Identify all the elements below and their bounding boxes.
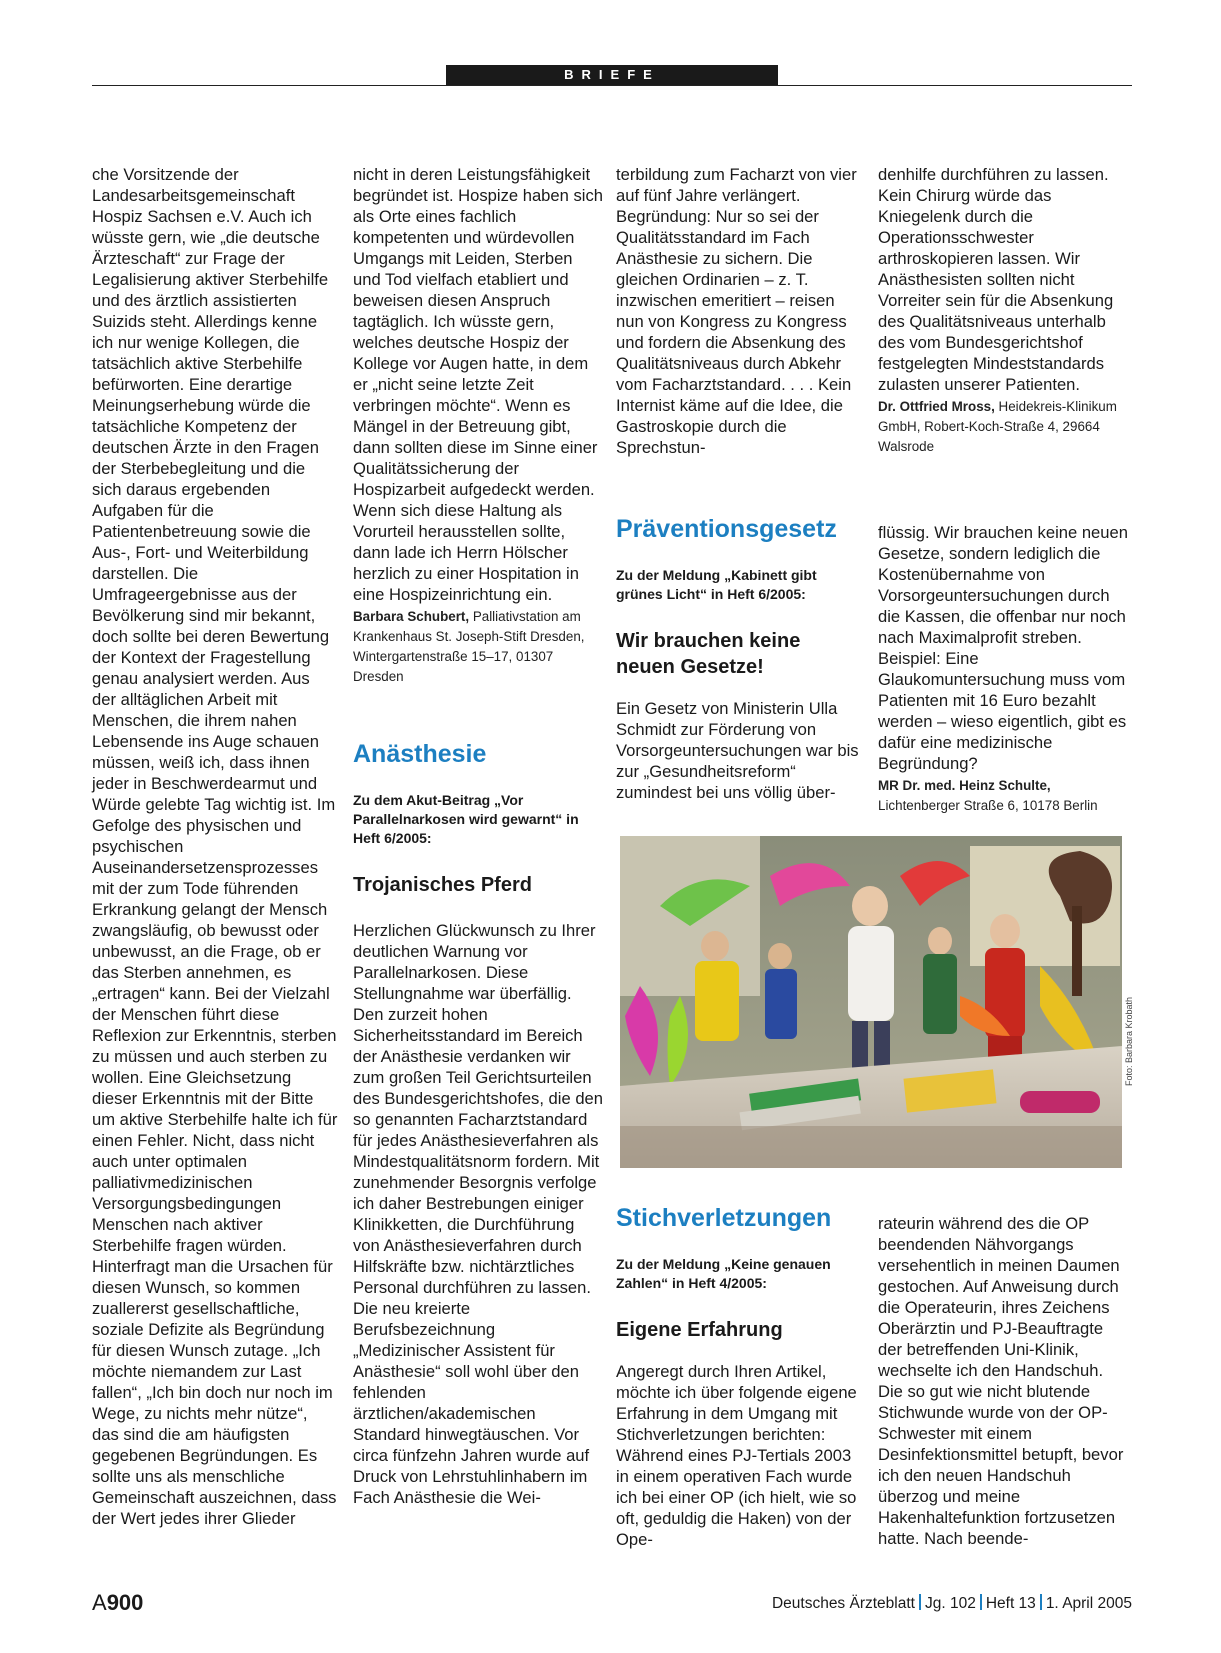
classroom-photo	[620, 836, 1122, 1168]
column-4-lower	[878, 1213, 1130, 1549]
letter-body: Herzlichen Glückwunsch zu Ihrer deutlichen Warnung vor Parallelnarkosen. Diese Stellungnahme war überfällig. Den zurzeit hohen Sicherheitsstandard im Bereich der Anästhesie verdanken wir zum großen Teil Gerichtsurteilen des Bundesgerichtshofes, die den so genannten Facharztstandard für jedes Anästhesieverfahren als Mindestqualitätsnorm fordern. Mit zunehmender Besorgnis verfolge ich daher Bestrebungen einiger Klinikketten, die Durchführung von Anästhesieverfahren durch Hilfskräfte bzw. nichtärztliches Personal durchführen zu lassen. Die neu kreierte Berufsbezeichnung „Medizinischer Assistent für Anästhesie“ soll wohl über den fehlenden ärztlichen/akademischen Standard hinwegtäuschen. Vor circa fünfzehn Jahren wurde auf Druck von Lehrstuhlinhabern im Fach Anästhesie die Wei-	[353, 921, 604, 1507]
journal-name: Deutsches Ärzteblatt	[771, 1595, 915, 1612]
journal-volume: Jg. 102	[924, 1595, 976, 1612]
footer-citation	[772, 1593, 1132, 1615]
letter-continuation-text: terbildung zum Facharzt von vier auf fünf Jahre verlängert. Begründung: Nur so sei der Qualitätsstandard im Fach Anästhesie zu sichern. Die gleichen Ordinarien – z. T. inzwischen emeritiert – reisen nun von Kongress zu Kongress und fordern die Absenkung des Qualitätsniveaus durch Abkehr vom Facharztstandard. . . . Kein Internist käme auf die Idee, die Gastroskopie durch die Sprechstun-	[616, 165, 857, 457]
page-prefix: A	[92, 1590, 107, 1615]
letter-end-text: nicht in deren Leistungsfähigkeit begründet ist. Hospize haben sich als Orte eines fachlich kompetenten und würdevollen Umgangs mit Leiden, Sterben und Tod vielfach etabliert und beweisen diesen Anspruch tagtäglich. Ich wüsste gern, welches deutsche Hospiz der Kollege vor Augen hatte, in dem er „nicht seine letzte Zeit verbringen möchte“. Wenn es Mängel in der Betreuung gibt, dann sollten diese im Sinne einer Qualitätssicherung der Hospizarbeit aufgedeckt werden. Wenn sich diese Haltung als Vorurteil herausstellen sollte, dann lade ich Herrn Hölscher herzlich zu einer Hospitation in eine Hospizeinrichtung ein.	[353, 165, 603, 604]
signature-name: MR Dr. med. Heinz Schulte,	[878, 778, 1051, 793]
divider	[1040, 1594, 1042, 1610]
journal-date: 1. April 2005	[1045, 1595, 1132, 1612]
divider	[980, 1594, 982, 1610]
letter-reference: Zu dem Akut-Beitrag „Vor Parallelnarkosen wird gewarnt“ in Heft 6/2005:	[353, 792, 579, 846]
signature-address: Palliativstation am Krankenhaus St. Joseph-Stift Dresden, Wintergartenstraße 15–17, 01307 Dresden	[353, 609, 585, 684]
letter-end-text: denhilfe durchführen zu lassen. Kein Chirurg würde das Kniegelenk durch die Operationsschwester arthroskopieren lassen. Wir Anästhesisten sollten nicht Vorreiter sein für die Absenkung des Qualitätsniveaus unterhalb des vom Bundesgerichtshof festgelegten Mindeststandards zulasten unserer Patienten.	[878, 165, 1114, 394]
letter-continuation-text: che Vorsitzende der Landesarbeitsgemeinschaft Hospiz Sachsen e.V. Auch ich wüsste gern, wie „die deutsche Ärzteschaft“ zur Frage der Legalisierung aktiver Sterbehilfe und des ärztlich assistierten Suizids steht. Allerdings kenne ich nur wenige Kollegen, die tatsächlich aktive Sterbehilfe befürworten. Eine derartige Meinungserhebung würde die tatsächliche Kompetenz der deutschen Ärzte in den Fragen der Sterbebegleitung und die sich daraus ergebenden Aufgaben für die Patientenbetreuung sowie die Aus-, Fort- und Weiterbildung darstellen. Die Umfrageergebnisse aus der Bevölkerung sind mir bekannt, doch sollte bei deren Bewertung der Kontext der Fragestellung genau analysiert werden. Aus der alltäglichen Arbeit mit Menschen, die ihrem nahen Lebensende ins Auge schauen müssen, weiß ich, dass ihnen jeder in Beschwerdearmut und Würde gelebte Tag wichtig ist. Im Gefolge des physischen und psychischen Auseinandersetzensprozesses mit der zum Tode führenden Erkrankung gelangt der Mensch zwangsläufig, ob bewusst oder unbewusst, an die Frage, ob er das Sterben annehmen, es „ertragen“ kann. Bei der Vielzahl der Menschen führt diese Reflexion zur Erkenntnis, sterben zu müssen und auch sterben zu wollen. Eine Gleichsetzung dieser Erkenntnis mit der Bitte um aktive Sterbehilfe halte ich für einen Fehler. Nicht, dass nicht auch unter optimalen palliativmedizinischen Versorgungsbedingungen Menschen nach aktiver Sterbehilfe fragen würden. Hinterfragt man die Ursachen für diesen Wunsch, so kommen zuallererst gesellschaftliche, soziale Defizite als Begründung für diesen Wunsch zutage. „Ich möchte niemandem zur Last fallen“, „Ich bin doch nur noch im Wege, zu nichts mehr nütze“, das sind die am häufigsten gegebenen Begründungen. Es sollte uns als menschliche Gemeinschaft auszeichnen, dass der Wert jedes ihrer Glieder	[92, 165, 338, 1528]
column-4	[878, 164, 1130, 457]
section-title-anaesthesie: Anästhesie	[353, 740, 487, 768]
section-header: BRIEFE	[446, 65, 778, 85]
letter-body: Ein Gesetz von Ministerin Ulla Schmidt zur Förderung von Vorsorgeuntersuchungen war bis zur „Gesundheitsreform“ zumindest bei uns völlig über-	[616, 699, 859, 802]
signature-address: Lichtenberger Straße 6, 10178 Berlin	[878, 798, 1098, 813]
column-1	[92, 164, 338, 1529]
letter-reference: Zu der Meldung „Keine genauen Zahlen“ in Heft 4/2005:	[616, 1256, 831, 1291]
column-3	[616, 164, 864, 803]
letter-signature	[878, 397, 1130, 457]
journal-issue: Heft 13	[985, 1595, 1036, 1612]
letter-headline: Wir brauchen keine neuen Gesetze!	[616, 630, 801, 678]
column-2	[353, 164, 603, 1508]
column-3-lower	[616, 1203, 864, 1550]
letter-end-text: flüssig. Wir brauchen keine neuen Gesetze, sondern lediglich die Kostenübernahme von Vorsorgeuntersuchungen durch die Kassen, die offenbar nur noch nach Maximalprofit streben. Beispiel: Eine Glaukomuntersuchung muss vom Patienten mit 16 Euro bezahlt werden – wieso eigentlich, gibt es dafür eine medizinische Begründung?	[878, 523, 1128, 773]
classroom-photo-icon	[620, 836, 1122, 1168]
photo-credit: Foto: Barbara Krobath	[1124, 996, 1134, 1086]
letter-headline: Trojanisches Pferd	[353, 874, 532, 896]
column-4-middle	[878, 522, 1130, 816]
section-title-stichverletzungen: Stichverletzungen	[616, 1204, 832, 1232]
page-number	[92, 1590, 143, 1616]
letter-body: Angeregt durch Ihren Artikel, möchte ich über folgende eigene Erfahrung in dem Umgang mit Stichverletzungen berichten: Während eines PJ-Tertials 2003 in einem operativen Fach wurde ich bei einer OP (ich hielt, wie so oft, geduldig die Haken) von der Ope-	[616, 1362, 857, 1549]
letter-headline: Eigene Erfahrung	[616, 1319, 783, 1341]
divider	[919, 1594, 921, 1610]
signature-name: Dr. Ottfried Mross,	[878, 399, 995, 414]
letter-signature	[353, 607, 603, 687]
header-rule	[92, 85, 1132, 86]
letter-body: rateurin während des die OP beendenden Nähvorgangs versehentlich in meinen Daumen gestochen. Auf Anweisung durch die Operateurin, ihres Zeichens Oberärztin und PJ-Beauftragte der betreffenden Uni-Klinik, wechselte ich den Handschuh. Die so gut wie nicht blutende Stichwunde wurde von der OP-Schwester mit einem Desinfektionsmittel betupft, bevor ich den neuen Handschuh überzog und meine Hakenhaltefunktion fortzusetzen hatte. Nach beende-	[878, 1214, 1124, 1548]
letter-reference: Zu der Meldung „Kabinett gibt grünes Licht“ in Heft 6/2005:	[616, 567, 817, 602]
signature-address: Heidekreis-Klinikum GmbH, Robert-Koch-Straße 4, 29664 Walsrode	[878, 399, 1117, 454]
section-title-praeventionsgesetz: Präventionsgesetz	[616, 515, 837, 543]
signature-name: Barbara Schubert,	[353, 609, 470, 624]
page-number-value: 900	[106, 1590, 144, 1615]
letter-signature	[878, 776, 1130, 816]
